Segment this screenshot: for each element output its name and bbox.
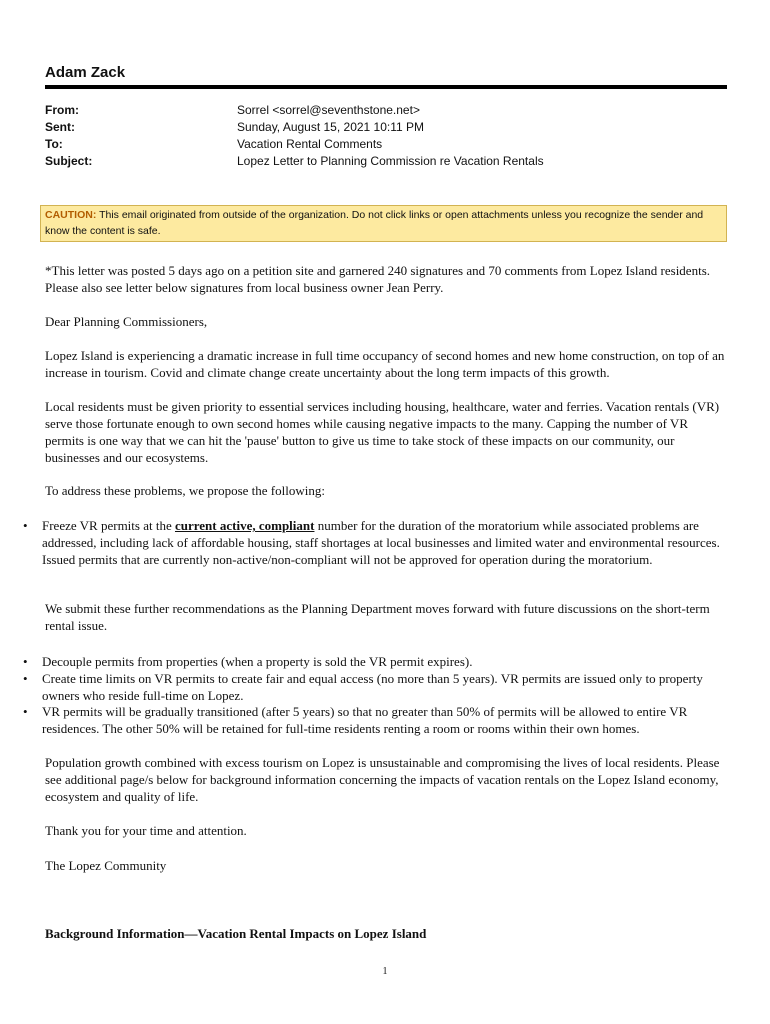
signoff: The Lopez Community [45,858,167,873]
bullet-freeze-text: Freeze VR permits at the current active, compliant number for the duration of the moratorium while associated problems are addressed, including lack of affordable housing, staff shortages at local businesses and limited water and environmental resources. Issued permits that are currently non-active/non-compliant will not be approved for operation during the moratorium. [42,518,720,567]
bullet-decouple-text: Decouple permits from properties (when a property is sold the VR permit expires). [42,654,473,669]
sent-label: Sent: [45,120,75,134]
subject-row [45,154,544,168]
to-row [45,137,382,151]
bullet-icon: • [23,518,28,533]
paragraph-propose: To address these problems, we propose the following: [45,483,325,498]
sender-name: Adam Zack [45,64,126,81]
petition-note: *This letter was posted 5 days ago on a petition site and garnered 240 signatures and 70 comments from Lopez Island residents. Please also see letter below signatures from local business owner Jean Perry. [45,263,710,295]
paragraph-growth: Lopez Island is experiencing a dramatic increase in full time occupancy of second homes and new home construction, on top of an increase in tourism. Covid and climate change create uncertainty about the long term impacts of this growth. [45,348,725,380]
page-number: 1 [382,966,388,977]
paragraph-recommendations: We submit these further recommendations as the Planning Department moves forward with future discussions on the short-term rental issue. [45,601,710,633]
bullet-transition-text: VR permits will be gradually transitioned (after 5 years) so that no greater than 50% of permits will be allowed to entire VR residences. The other 50% will be retained for full-time residents renting a room or rooms within their own homes. [42,704,688,736]
caution-label: CAUTION: [45,209,97,221]
to-label: To: [45,137,63,151]
bullet-icon: • [23,654,28,669]
caution-banner [40,205,727,242]
caution-text: This email originated from outside of the organization. Do not click links or open attachments unless you recognize the sender and know the content is safe. [45,209,704,237]
emphasis-current-active: current active, compliant [174,518,315,533]
header-rule [45,85,727,89]
to-value: Vacation Rental Comments [237,137,383,151]
paragraph-thanks: Thank you for your time and attention. [45,823,247,838]
bullet-time-limits-text: Create time limits on VR permits to create fair and equal access (no more than 5 years). VR permits are issued only to property owners who reside full-time on Lopez. [42,671,703,703]
sent-row [45,120,424,134]
sent-value: Sunday, August 15, 2021 10:11 PM [237,120,425,134]
from-row [45,103,420,117]
background-heading: Background Information—Vacation Rental Impacts on Lopez Island [45,926,427,941]
paragraph-population: Population growth combined with excess tourism on Lopez is unsustainable and compromising the lives of local residents. Please see additional page/s below for background information concerning the impacts of vacation rentals on the Lopez Island economy, ecosystem and quality of life. [45,755,720,804]
bullet-icon: • [23,704,28,719]
from-label: From: [45,103,79,117]
from-value: Sorrel <sorrel@seventhstone.net> [237,103,420,117]
salutation: Dear Planning Commissioners, [45,314,208,329]
subject-label: Subject: [45,154,93,168]
subject-value: Lopez Letter to Planning Commission re Vacation Rentals [237,154,544,168]
bullet-icon: • [23,671,28,686]
paragraph-priority: Local residents must be given priority to essential services including housing, healthcare, water and ferries. Vacation rentals (VR) serve those fortunate enough to own second homes while causing negative impacts to the many. Capping the number of VR permits is one way that we can hit the 'pause' button to give us time to take stock of these impacts on our community, our businesses and our ecosystems. [45,399,720,465]
